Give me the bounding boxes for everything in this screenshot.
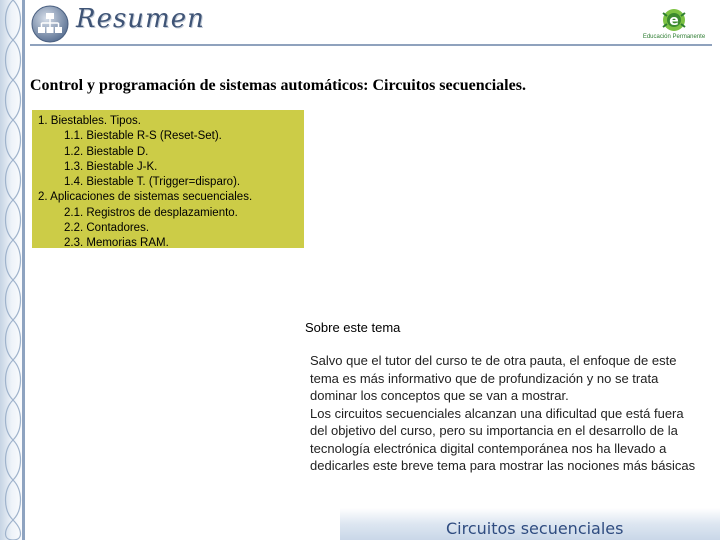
educacion-permanente-logo (634, 4, 714, 44)
about-text: Salvo que el tutor del curso te de otra pauta, el enfoque de este tema es más informativo que de profundización y no se trata dominar los conceptos que se van a mostrar. Los circuitos secuenciales alcanzan una dificultad que está fuera del objetivo del curso, pero su importancia en el desarrollo de la tecnología electrónica digital contemporánea nos ha llevado a dedicarles este breve tema para mostrar las nociones más básicas (310, 353, 696, 473)
toc-item: 1.2. Biestable D. (64, 145, 149, 158)
toc-item: 1. Biestables. Tipos. (38, 115, 141, 127)
decorative-left-border (0, 0, 26, 540)
brand-letter: e (669, 13, 679, 29)
header-divider (30, 44, 712, 46)
about-heading: Sobre este tema (305, 320, 401, 335)
toc-item: 2. Aplicaciones de sistemas secuenciales. (38, 191, 253, 204)
toc-item: 2.1. Registros de desplazamiento. (64, 206, 238, 219)
toc-item: 2.3. Memorias RAM. (64, 237, 169, 250)
toc-item: 1.1. Biestable R-S (Reset-Set). (64, 130, 222, 143)
toc-item: 1.4. Biestable T. (Trigger=disparo). (64, 176, 241, 189)
sitemap-icon (30, 4, 70, 44)
footer-label: Circuitos secuenciales (446, 519, 624, 538)
page-title: Control y programación de sistemas automáticos: Circuitos secuenciales. (30, 77, 526, 94)
toc-item: 2.2. Contadores. (64, 222, 150, 235)
section-title: Resumen (76, 4, 205, 34)
brand-name: Educación Permanente (642, 34, 706, 40)
table-of-contents (32, 110, 304, 248)
toc-item: 1.3. Biestable J-K. (64, 160, 158, 173)
